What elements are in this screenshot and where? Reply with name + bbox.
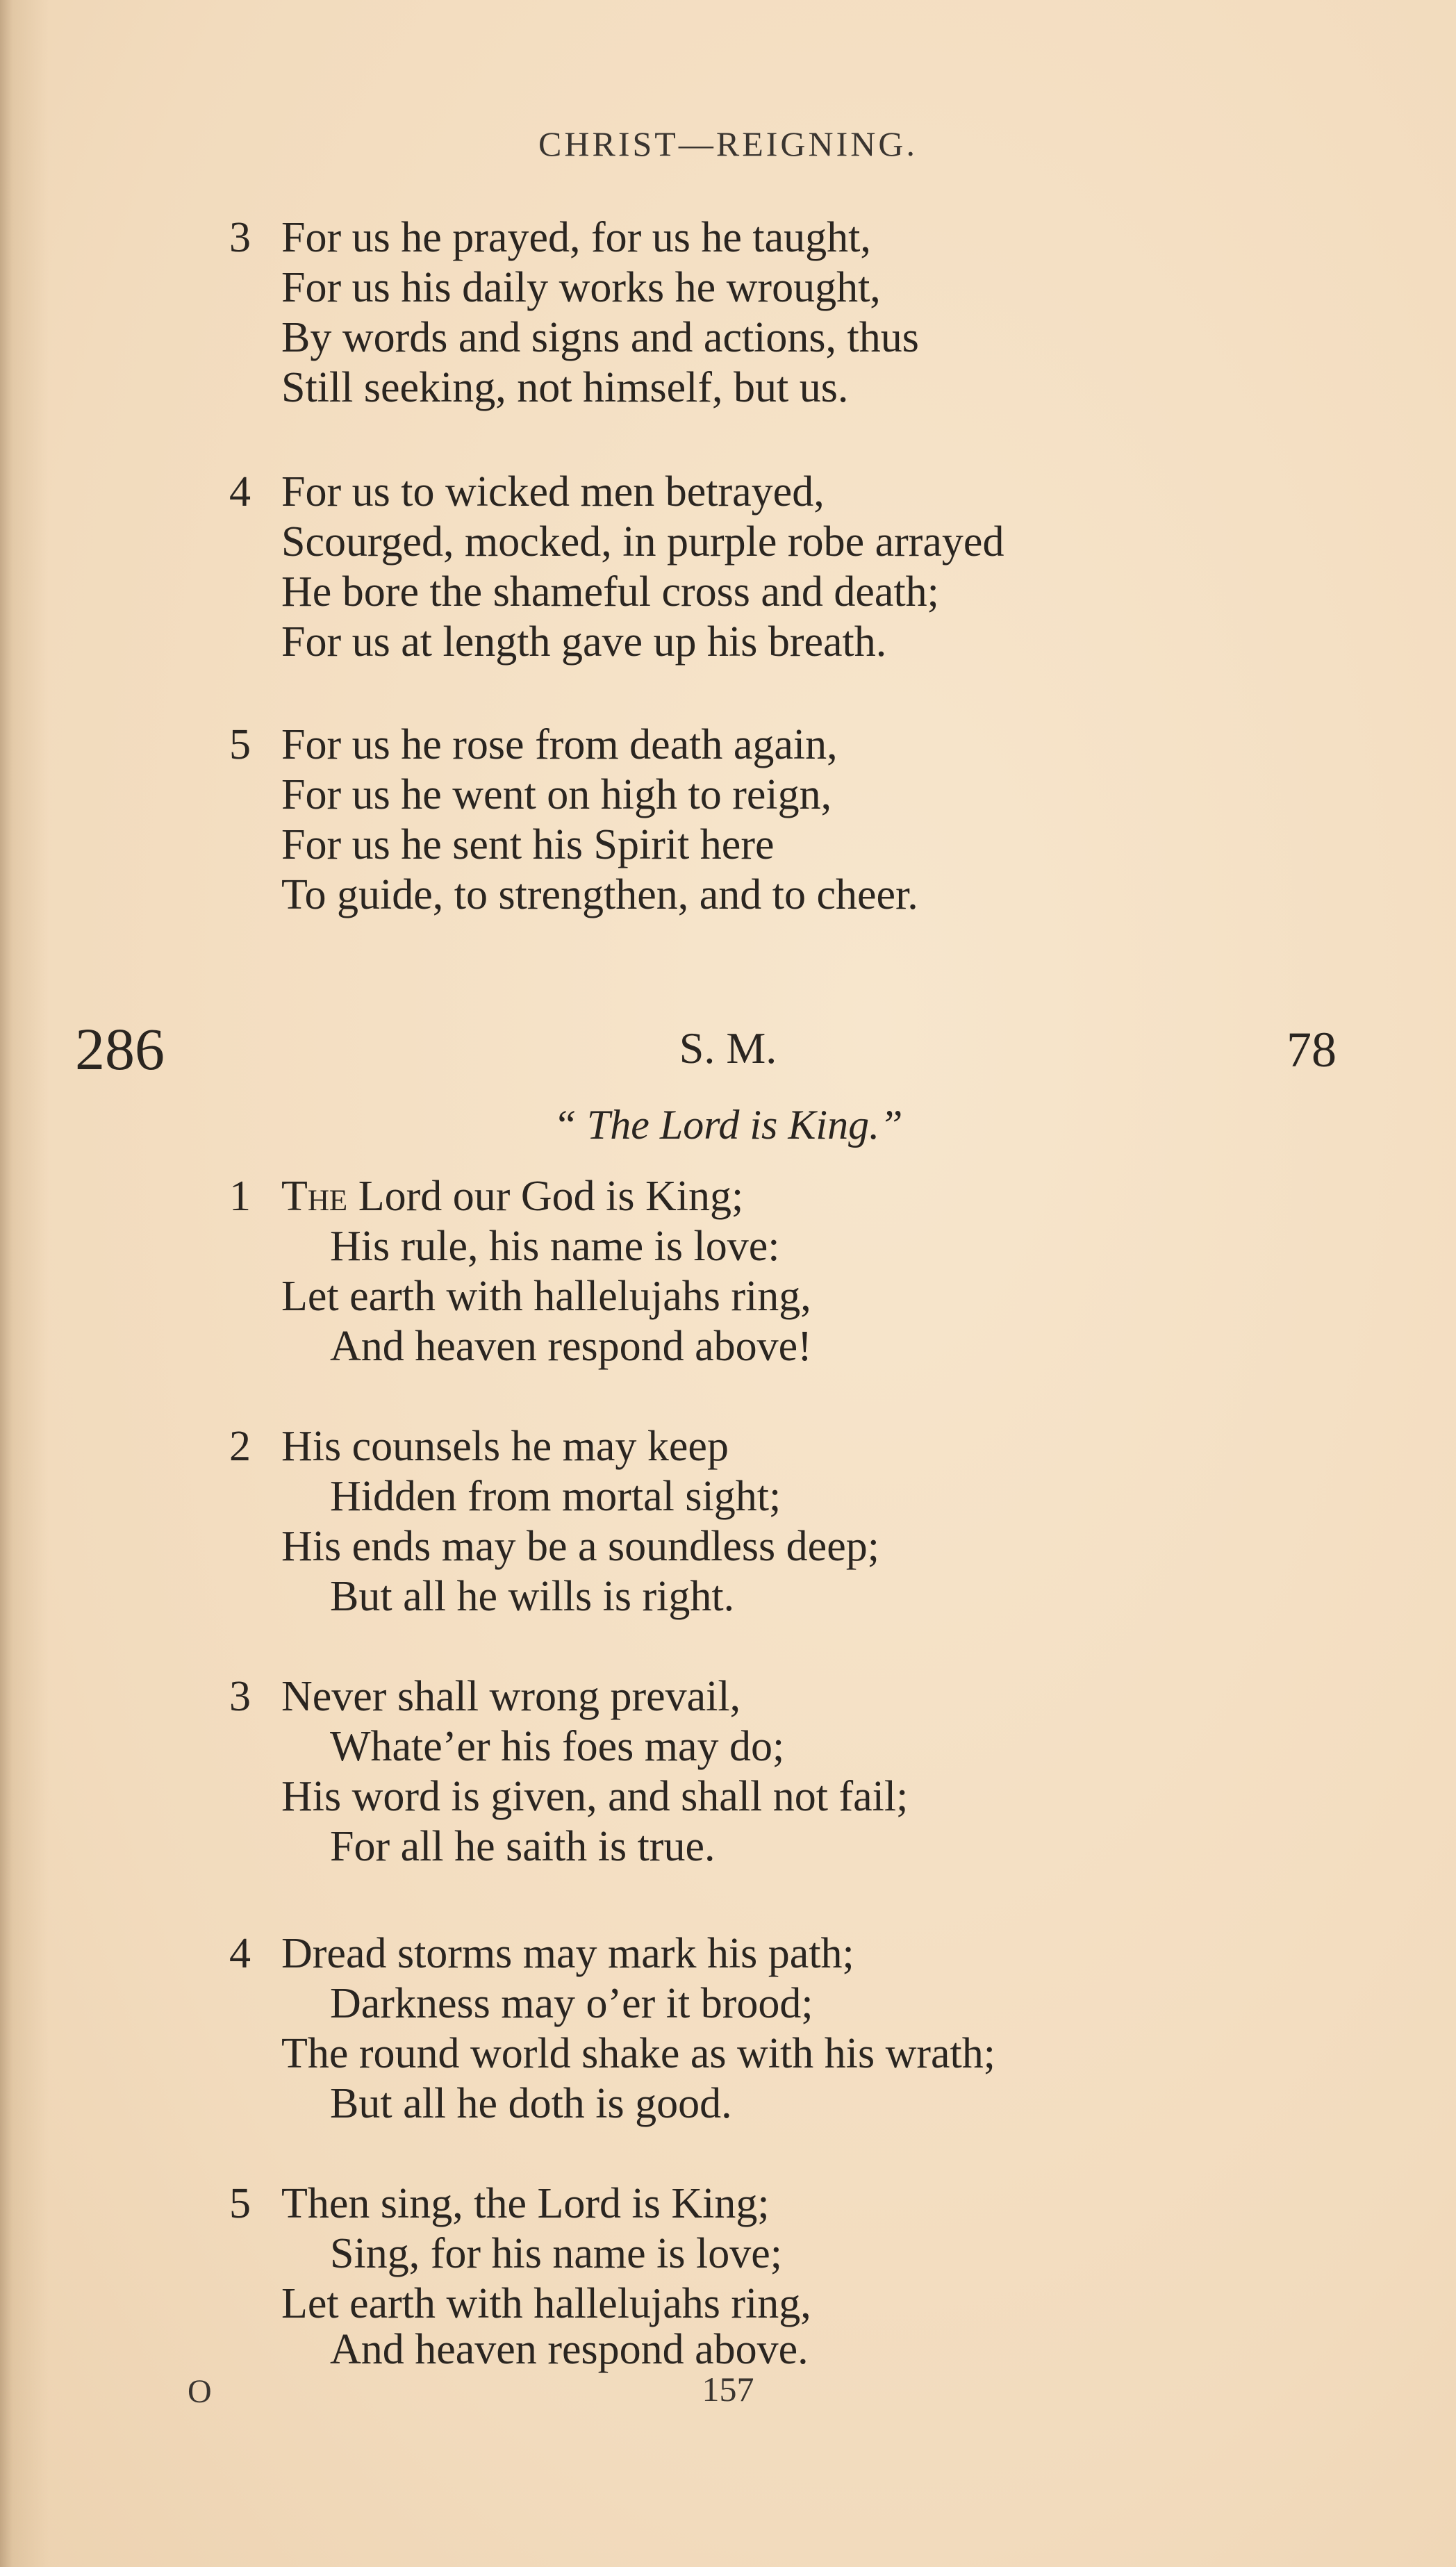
verse-line: But all he wills is right. — [330, 1573, 735, 1620]
verse-line: For us at length gave up his breath. — [281, 618, 887, 666]
verse-line: By words and signs and actions, thus — [281, 314, 919, 361]
verse-first-word: The — [281, 1173, 348, 1220]
verse-line: For us to wicked men betrayed, — [281, 468, 825, 515]
verse-line: Whate’er his foes may do; — [330, 1723, 785, 1770]
verse-line: Then sing, the Lord is King; — [281, 2180, 770, 2227]
verse-number: 2 — [229, 1423, 251, 1470]
verse-line: And heaven respond above. — [330, 2326, 809, 2373]
verse-line: Still seeking, not himself, but us. — [281, 364, 849, 411]
verse-line: For us his daily works he wrought, — [281, 264, 881, 311]
verse-line: For us he rose from death again, — [281, 721, 838, 768]
verse-line: Dread storms may mark his path; — [281, 1930, 854, 1977]
hymn-meter: S. M. — [679, 1023, 777, 1073]
verse-number: 3 — [229, 1673, 251, 1720]
verse-line: Sing, for his name is love; — [330, 2230, 782, 2277]
hymn-number: 286 — [75, 1016, 165, 1082]
verse-line: Scourged, mocked, in purple robe arrayed — [281, 518, 1004, 566]
verse-line: For us he sent his Spirit here — [281, 821, 775, 868]
verse-line: Never shall wrong prevail, — [281, 1673, 741, 1720]
running-header: CHRIST—REIGNING. — [538, 124, 918, 163]
tune-number: 78 — [1287, 1022, 1337, 1078]
verse-line: Hidden from mortal sight; — [330, 1473, 781, 1520]
verse-line: The round world shake as with his wrath; — [281, 2030, 995, 2077]
verse-line: He bore the shameful cross and death; — [281, 568, 939, 616]
verse-line: Darkness may o’er it brood; — [330, 1980, 813, 2027]
verse-line: For us he prayed, for us he taught, — [281, 214, 871, 261]
verse-number: 5 — [229, 2180, 251, 2227]
verse-line: His rule, his name is love: — [330, 1223, 780, 1270]
verse-number: 4 — [229, 468, 251, 515]
verse-line: His ends may be a soundless deep; — [281, 1523, 879, 1570]
verse-line: Let earth with hallelujahs ring, — [281, 1273, 811, 1320]
verse-number: 4 — [229, 1930, 251, 1977]
signature-mark: O — [188, 2373, 212, 2410]
verse-line: And heaven respond above! — [330, 1323, 812, 1370]
verse-line: His counsels he may keep — [281, 1423, 729, 1470]
verse-line: For us he went on high to reign, — [281, 771, 832, 818]
verse-line: Lord our God is King; — [347, 1173, 744, 1220]
verse-number: 5 — [229, 721, 251, 768]
verse-number: 3 — [229, 214, 251, 261]
verse-line: But all he doth is good. — [330, 2080, 732, 2127]
hymn-subtitle: “ The Lord is King.” — [553, 1102, 903, 1148]
verse-line: For all he saith is true. — [330, 1823, 715, 1870]
verse-line: To guide, to strengthen, and to cheer. — [281, 871, 918, 918]
verse-line: Let earth with hallelujahs ring, — [281, 2280, 811, 2327]
verse-line: His word is given, and shall not fail; — [281, 1773, 909, 1820]
verse-number: 1 — [229, 1173, 251, 1220]
page-number: 157 — [702, 2370, 754, 2409]
